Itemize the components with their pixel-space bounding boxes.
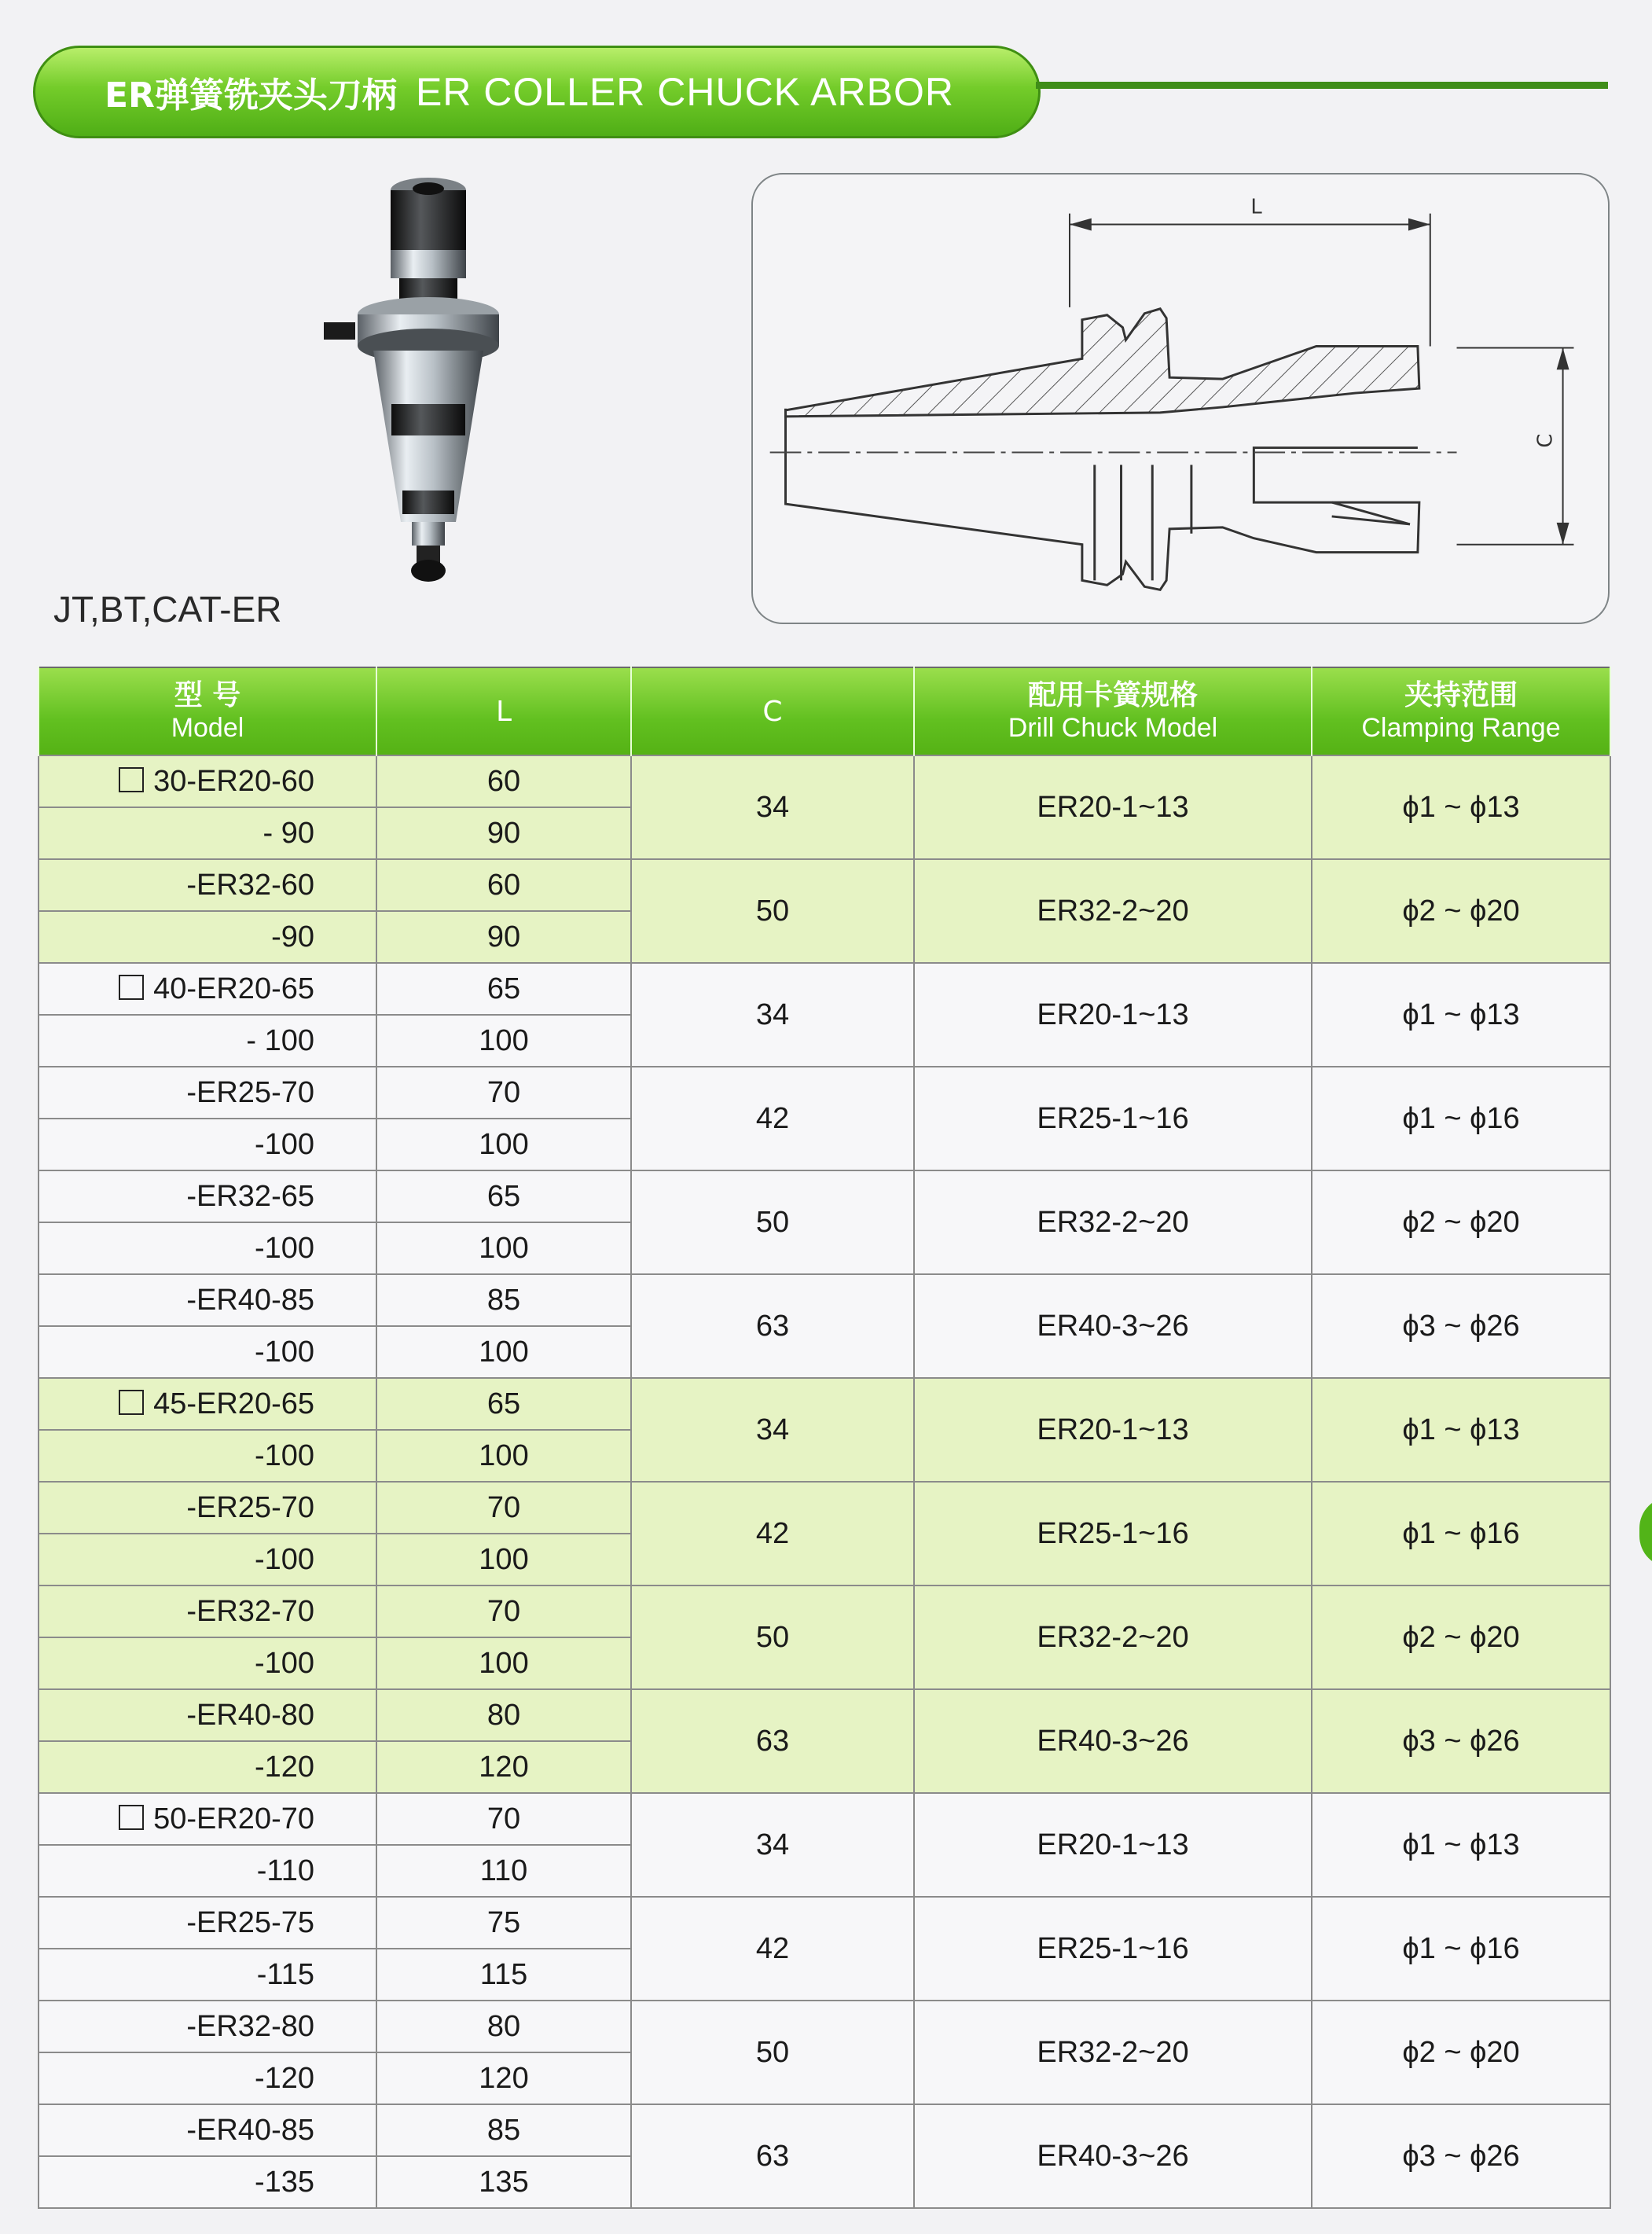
cell-L: 60: [376, 755, 631, 807]
cell-model: -100: [39, 1534, 376, 1585]
cell-L: 100: [376, 1430, 631, 1482]
cell-clamping-range: ϕ1 ~ ϕ16: [1312, 1897, 1610, 2001]
cell-L: 70: [376, 1067, 631, 1119]
cell-chuck-model: ER20-1~13: [914, 963, 1312, 1067]
cell-L: 65: [376, 1378, 631, 1430]
cell-clamping-range: ϕ3 ~ ϕ26: [1312, 1274, 1610, 1378]
cell-L: 135: [376, 2156, 631, 2208]
cell-model: -ER40-80: [39, 1689, 376, 1741]
cell-model: -ER40-85: [39, 2104, 376, 2156]
header-rule: [1036, 82, 1608, 89]
checkbox-icon: [119, 975, 144, 1000]
cell-model: -90: [39, 911, 376, 963]
cell-model: -ER32-65: [39, 1170, 376, 1222]
table-row: [39, 2104, 1610, 2156]
cell-clamping-range: ϕ1 ~ ϕ13: [1312, 1378, 1610, 1482]
cell-chuck-model: ER20-1~13: [914, 1793, 1312, 1897]
cell-model: -ER32-60: [39, 859, 376, 911]
table-row: [39, 755, 1610, 807]
checkbox-icon: [119, 767, 144, 792]
cell-model: - 100: [39, 1015, 376, 1067]
page-edge-tab: [1639, 1497, 1652, 1567]
product-caption: JT,BT,CAT-ER: [53, 589, 282, 630]
cell-clamping-range: ϕ1 ~ ϕ16: [1312, 1482, 1610, 1585]
cell-C: 50: [631, 859, 914, 963]
cell-model: -135: [39, 2156, 376, 2208]
cell-model: -ER32-80: [39, 2001, 376, 2052]
cell-L: 120: [376, 2052, 631, 2104]
table-body: [39, 755, 1610, 2208]
cell-L: 60: [376, 859, 631, 911]
cell-C: 50: [631, 1585, 914, 1689]
cell-C: 63: [631, 1689, 914, 1793]
cell-clamping-range: ϕ1 ~ ϕ13: [1312, 755, 1610, 859]
cell-C: 42: [631, 1482, 914, 1585]
cell-clamping-range: ϕ1 ~ ϕ16: [1312, 1067, 1610, 1170]
cell-clamping-range: ϕ1 ~ ϕ13: [1312, 963, 1610, 1067]
cell-C: 63: [631, 2104, 914, 2208]
cell-clamping-range: ϕ3 ~ ϕ26: [1312, 1689, 1610, 1793]
table-row: [39, 1689, 1610, 1741]
cell-chuck-model: ER40-3~26: [914, 2104, 1312, 2208]
cell-chuck-model: ER40-3~26: [914, 1689, 1312, 1793]
cell-model: - 90: [39, 807, 376, 859]
cell-L: 75: [376, 1897, 631, 1949]
cell-clamping-range: ϕ2 ~ ϕ20: [1312, 1585, 1610, 1689]
cell-L: 70: [376, 1793, 631, 1845]
table-row: [39, 1585, 1610, 1637]
cell-chuck-model: ER20-1~13: [914, 1378, 1312, 1482]
cell-L: 65: [376, 1170, 631, 1222]
cell-L: 90: [376, 807, 631, 859]
cell-model: -115: [39, 1949, 376, 2001]
cell-C: 42: [631, 1067, 914, 1170]
cell-clamping-range: ϕ3 ~ ϕ26: [1312, 2104, 1610, 2208]
cell-C: 34: [631, 755, 914, 859]
cell-model: 50-ER20-70: [39, 1793, 376, 1845]
table-row: [39, 1067, 1610, 1119]
checkbox-icon: [119, 1390, 144, 1415]
cell-L: 100: [376, 1119, 631, 1170]
cell-model: -ER40-85: [39, 1274, 376, 1326]
header-banner: [33, 46, 1041, 138]
cell-C: 34: [631, 1793, 914, 1897]
cell-model: -ER32-70: [39, 1585, 376, 1637]
header-chuck-model: 配用卡簧规格 Drill Chuck Model: [914, 667, 1312, 755]
header-L: L: [376, 667, 631, 755]
title-chinese: ER弹簧铣夹头刀柄: [105, 75, 397, 116]
cell-L: 90: [376, 911, 631, 963]
cell-chuck-model: ER20-1~13: [914, 755, 1312, 859]
cell-L: 70: [376, 1585, 631, 1637]
cell-L: 100: [376, 1534, 631, 1585]
cell-clamping-range: ϕ2 ~ ϕ20: [1312, 859, 1610, 963]
cell-model: -100: [39, 1637, 376, 1689]
cell-model: 30-ER20-60: [39, 755, 376, 807]
cell-model: -100: [39, 1326, 376, 1378]
cell-model: -110: [39, 1845, 376, 1897]
technical-drawing: [751, 173, 1610, 624]
cell-chuck-model: ER40-3~26: [914, 1274, 1312, 1378]
cell-chuck-model: ER32-2~20: [914, 2001, 1312, 2104]
cell-model: -100: [39, 1222, 376, 1274]
cell-model: -ER25-70: [39, 1482, 376, 1534]
table-row: [39, 1378, 1610, 1430]
cell-clamping-range: ϕ2 ~ ϕ20: [1312, 1170, 1610, 1274]
header-clamping-range: 夹持范围 Clamping Range: [1312, 667, 1610, 755]
cell-model: -120: [39, 1741, 376, 1793]
cell-C: 63: [631, 1274, 914, 1378]
cell-C: 34: [631, 963, 914, 1067]
cell-model: -120: [39, 2052, 376, 2104]
table-row: [39, 1482, 1610, 1534]
cell-clamping-range: ϕ2 ~ ϕ20: [1312, 2001, 1610, 2104]
cell-model: -100: [39, 1119, 376, 1170]
cell-clamping-range: ϕ1 ~ ϕ13: [1312, 1793, 1610, 1897]
title-english: ER COLLER CHUCK ARBOR: [415, 70, 954, 114]
cell-model: -ER25-75: [39, 1897, 376, 1949]
dimension-label-C: C: [1533, 433, 1558, 448]
cell-L: 80: [376, 2001, 631, 2052]
cell-L: 100: [376, 1015, 631, 1067]
cell-C: 42: [631, 1897, 914, 2001]
cell-L: 120: [376, 1741, 631, 1793]
cell-L: 115: [376, 1949, 631, 2001]
cell-chuck-model: ER25-1~16: [914, 1482, 1312, 1585]
table-row: [39, 1793, 1610, 1845]
table-row: [39, 1170, 1610, 1222]
cell-L: 65: [376, 963, 631, 1015]
table-row: [39, 2001, 1610, 2052]
cell-L: 100: [376, 1637, 631, 1689]
header-model: 型 号 Model: [39, 667, 376, 755]
cell-chuck-model: ER32-2~20: [914, 859, 1312, 963]
spec-table: [38, 667, 1611, 2209]
header-C: C: [631, 667, 914, 755]
cell-L: 110: [376, 1845, 631, 1897]
cell-model: 45-ER20-65: [39, 1378, 376, 1430]
product-photo: [314, 168, 511, 593]
checkbox-icon: [119, 1805, 144, 1830]
table-header-row: [39, 667, 1610, 755]
cell-L: 70: [376, 1482, 631, 1534]
table-row: [39, 1897, 1610, 1949]
cell-C: 50: [631, 1170, 914, 1274]
dimension-label-L: L: [1250, 195, 1262, 219]
cell-L: 85: [376, 2104, 631, 2156]
cell-chuck-model: ER25-1~16: [914, 1897, 1312, 2001]
cell-L: 100: [376, 1326, 631, 1378]
cell-chuck-model: ER32-2~20: [914, 1170, 1312, 1274]
cell-L: 80: [376, 1689, 631, 1741]
cell-model: 40-ER20-65: [39, 963, 376, 1015]
cell-L: 100: [376, 1222, 631, 1274]
table-row: [39, 1274, 1610, 1326]
cell-model: -100: [39, 1430, 376, 1482]
table-row: [39, 859, 1610, 911]
cell-C: 34: [631, 1378, 914, 1482]
cell-C: 50: [631, 2001, 914, 2104]
cell-model: -ER25-70: [39, 1067, 376, 1119]
cell-chuck-model: ER25-1~16: [914, 1067, 1312, 1170]
cell-chuck-model: ER32-2~20: [914, 1585, 1312, 1689]
cell-L: 85: [376, 1274, 631, 1326]
table-row: [39, 963, 1610, 1015]
